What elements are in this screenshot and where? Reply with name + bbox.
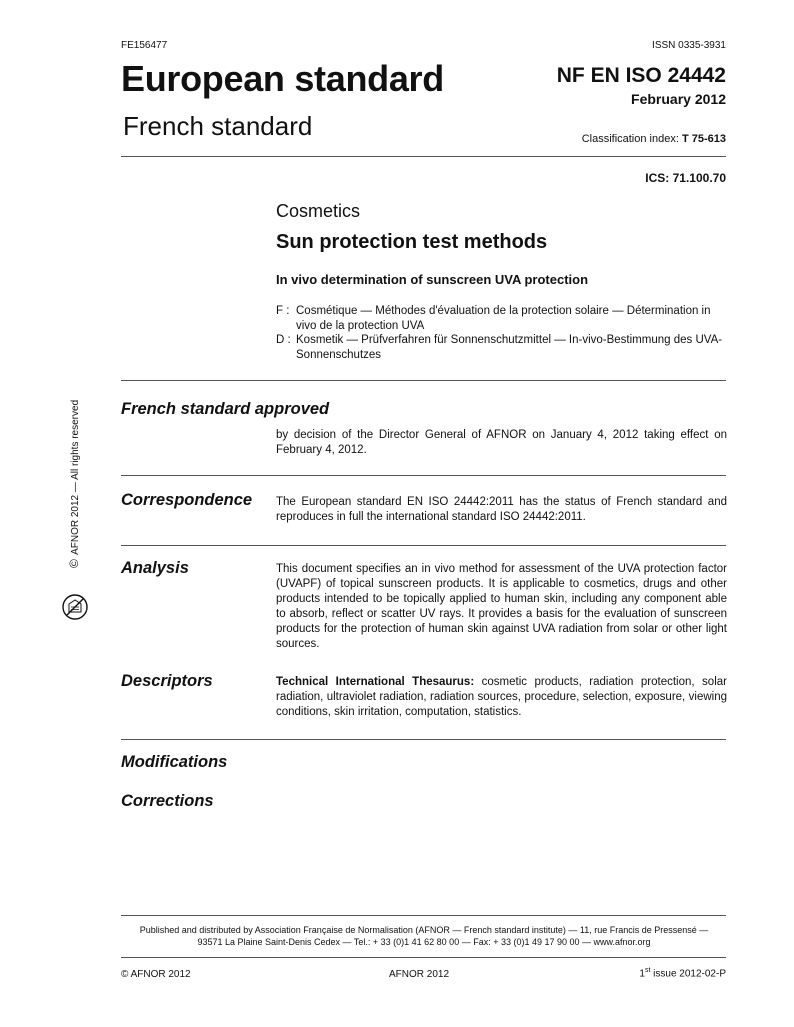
correspondence-heading: Correspondence <box>121 491 253 509</box>
ics-code: ICS: 71.100.70 <box>645 171 726 185</box>
approved-body: by decision of the Director General of AFNOR on January 4, 2012 taking effect on February 4, 2012. <box>276 429 727 456</box>
translation-prefix: F : <box>276 305 290 317</box>
issn-number: ISSN 0335-3931 <box>652 40 726 51</box>
issue-number: 1 <box>639 968 645 980</box>
publisher-info <box>121 924 727 948</box>
copyright-text: AFNOR 2012 — All rights reserved <box>70 399 81 555</box>
footer-divider <box>121 915 726 916</box>
descriptors-label: Technical International Thesaurus: <box>276 676 475 688</box>
standard-date: February 2012 <box>631 91 726 107</box>
document-subtitle: In vivo determination of sunscreen UVA protection <box>276 272 589 287</box>
translation-text: Cosmétique — Méthodes d'évaluation de la protection solaire — Détermination in vivo de la protection UVA <box>296 305 711 332</box>
page-subtitle: French standard <box>123 111 313 141</box>
classification-value: T 75-613 <box>681 133 726 145</box>
correspondence-body: The European standard EN ISO 24442:2011 has the status of French standard and reproduces in full the international standard ISO 24442:2011. <box>276 496 727 523</box>
footer-copyright: © AFNOR 2012 <box>121 969 191 980</box>
no-photocopy-icon <box>61 593 89 621</box>
document-reference: FE156477 <box>121 40 168 51</box>
section-divider <box>121 380 726 381</box>
side-copyright <box>67 400 81 568</box>
copyright-symbol: © <box>67 559 81 568</box>
translation-french <box>276 304 726 333</box>
standard-code: NF EN ISO 24442 <box>556 64 726 87</box>
publisher-line-1: Published and distributed by Association Française de Normalisation (AFNOR — French standard institute) — 11, rue Francis de Pressensé — <box>139 925 709 935</box>
classification-label: Classification index: <box>581 133 679 145</box>
translation-prefix: D : <box>276 334 291 346</box>
document-title: Sun protection test methods <box>276 231 548 253</box>
footer-issue <box>639 967 726 979</box>
publisher-line-2: 93571 La Plaine Saint-Denis Cedex — Tel.: + 33 (0)1 41 62 80 00 — Fax: + 33 (0)1 49 17 90 00 — www.afnor.org <box>197 937 651 947</box>
descriptors-text: cosmetic products, radiation protection, solar radiation, ultraviolet radiation, radiation sources, procedure, selection, exposure, viewing conditions, skin irritation, computation, statistics. <box>276 676 727 718</box>
analysis-body: This document specifies an in vivo method for assessment of the UVA protection factor (UVAPF) of topical sunscreen products. It is applicable to cosmetics, drugs and other products intended to be topically applied to human skin, including any component able to absorb, reflect or scatter UV rays. It provides a basis for the evaluation of sunscreen products for the protection of human skin against UVA radiation from solar or other light sources. <box>276 563 727 650</box>
issue-ordinal: st <box>644 967 651 974</box>
footer-divider <box>121 957 726 958</box>
section-divider <box>121 545 726 546</box>
analysis-heading: Analysis <box>121 559 189 577</box>
issue-text: issue 2012-02-P <box>653 968 726 980</box>
modifications-heading: Modifications <box>121 753 228 771</box>
section-divider <box>121 739 726 740</box>
approved-heading: French standard approved <box>121 400 330 418</box>
descriptors-heading: Descriptors <box>121 672 213 690</box>
translation-text: Kosmetik — Prüfverfahren für Sonnenschutzmittel — In-vivo-Bestimmung des UVA-Sonnenschutzes <box>296 334 723 361</box>
document-subject: Cosmetics <box>276 201 361 221</box>
footer-publisher: AFNOR 2012 <box>389 969 450 980</box>
section-divider <box>121 475 726 476</box>
header-divider <box>121 156 726 157</box>
descriptors-body <box>276 675 727 720</box>
translation-german <box>276 333 726 362</box>
classification-index <box>582 133 726 145</box>
corrections-heading: Corrections <box>121 792 214 810</box>
page-title: European standard <box>121 58 444 99</box>
